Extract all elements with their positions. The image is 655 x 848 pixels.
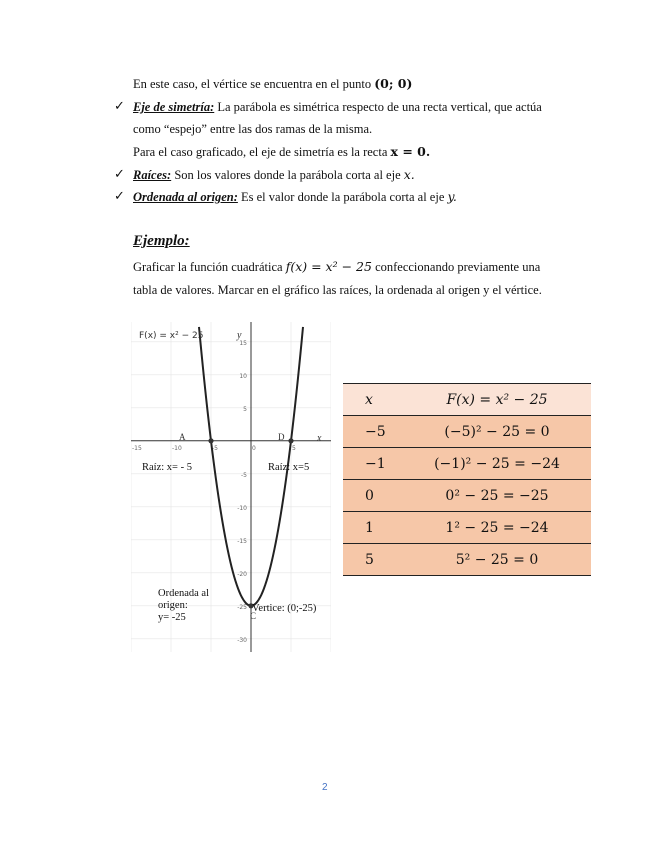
table-cell-x: −1 — [343, 448, 403, 480]
ordinate-term: Ordenada al origen: — [133, 190, 238, 204]
x-tick-label: -15 — [132, 444, 142, 452]
table-cell-fx: (−5)² − 25 = 0 — [403, 416, 591, 448]
table-header-row — [343, 384, 591, 416]
ordinate-annotation-line3: y= -25 — [158, 612, 186, 623]
table-header-fx: F(x) = x² − 25 — [403, 384, 591, 416]
ordinate-var: y. — [447, 189, 457, 204]
y-tick-label: -30 — [237, 636, 247, 644]
x-tick-label: -10 — [172, 444, 182, 452]
example-text-b: confeccionando previamente una — [375, 260, 541, 274]
page-number: 2 — [322, 782, 328, 793]
axis-desc-line2: como “espejo” entre las dos ramas de la misma. — [133, 122, 373, 136]
x-axis-label: x — [317, 433, 322, 444]
example-text-a: Graficar la función cuadrática — [133, 260, 283, 274]
table-cell-x: 0 — [343, 480, 403, 512]
point-d — [288, 438, 293, 443]
check-icon: ✓ — [114, 98, 125, 113]
vertex-text — [133, 76, 412, 92]
function-label: F(x) = x² − 25 — [139, 331, 204, 341]
table-row — [343, 416, 591, 448]
vertex-sentence: En este caso, el vértice se encuentra en el punto — [133, 77, 372, 91]
table-row — [343, 448, 591, 480]
y-tick-label: -20 — [237, 570, 247, 578]
axis-case — [133, 144, 430, 160]
table-cell-x: 1 — [343, 512, 403, 544]
check-icon: ✓ — [114, 166, 125, 181]
table-cell-fx: 1² − 25 = −24 — [403, 512, 591, 544]
table-cell-fx: 0² − 25 = −25 — [403, 480, 591, 512]
point-d-label: D — [278, 432, 285, 442]
x-tick-label: -5 — [212, 444, 218, 452]
table-row — [343, 480, 591, 512]
table-cell-fx: 5² − 25 = 0 — [403, 544, 591, 576]
table-row — [343, 512, 591, 544]
point-a — [208, 438, 213, 443]
table-row — [343, 544, 591, 576]
y-tick-label: 5 — [243, 405, 247, 413]
axis-term: Eje de simetría: — [133, 100, 215, 114]
axis-item — [133, 100, 542, 115]
roots-item — [133, 167, 415, 183]
ordinate-annotation-line2: origen: — [158, 600, 188, 611]
ordinate-annotation-line1: Ordenada al — [158, 588, 210, 599]
roots-term: Raíces: — [133, 168, 172, 182]
ordinate-item — [133, 189, 457, 205]
vertex-point: (0; 0) — [374, 76, 413, 91]
roots-var: x. — [403, 167, 415, 182]
table-cell-fx: (−1)² − 25 = −24 — [403, 448, 591, 480]
x-tick-label: 5 — [292, 444, 296, 452]
axis-equation: x = 0. — [390, 144, 431, 159]
table-cell-x: 5 — [343, 544, 403, 576]
axis-case-text: Para el caso graficado, el eje de simetría es la recta — [133, 145, 388, 159]
table-header-x: x — [343, 384, 403, 416]
check-icon: ✓ — [114, 188, 125, 203]
table-cell-x: −5 — [343, 416, 403, 448]
ordinate-desc: Es el valor donde la parábola corta al eje — [237, 190, 445, 204]
example-function: f(x) = x² − 25 — [285, 259, 372, 274]
example-paragraph-line2: tabla de valores. Marcar en el gráfico las raíces, la ordenada al origen y el vértice. — [133, 283, 542, 297]
y-tick-label: -25 — [237, 603, 247, 611]
root-right-annotation: Raíz: x=5 — [268, 462, 310, 473]
vertex-annotation: Vertice: (0;-25) — [252, 603, 317, 614]
roots-desc: Son los valores donde la parábola corta al eje — [171, 168, 401, 182]
y-tick-label: -5 — [241, 471, 247, 479]
point-a-label: A — [179, 432, 186, 442]
values-table — [343, 383, 591, 576]
example-heading: Ejemplo: — [133, 233, 190, 249]
y-axis-label: y — [237, 330, 242, 341]
y-tick-label: -15 — [237, 537, 247, 545]
y-tick-label: 10 — [239, 372, 247, 380]
parabola-graph — [131, 322, 331, 652]
root-left-annotation: Raíz: x= - 5 — [142, 462, 192, 473]
y-tick-label: -10 — [237, 504, 247, 512]
example-paragraph-line1 — [133, 259, 540, 275]
x-tick-label: 0 — [252, 444, 256, 452]
y-tick-label: 15 — [239, 339, 247, 347]
point-c-label: C — [250, 611, 257, 621]
axis-desc: La parábola es simétrica respecto de una recta vertical, que actúa — [214, 100, 542, 114]
